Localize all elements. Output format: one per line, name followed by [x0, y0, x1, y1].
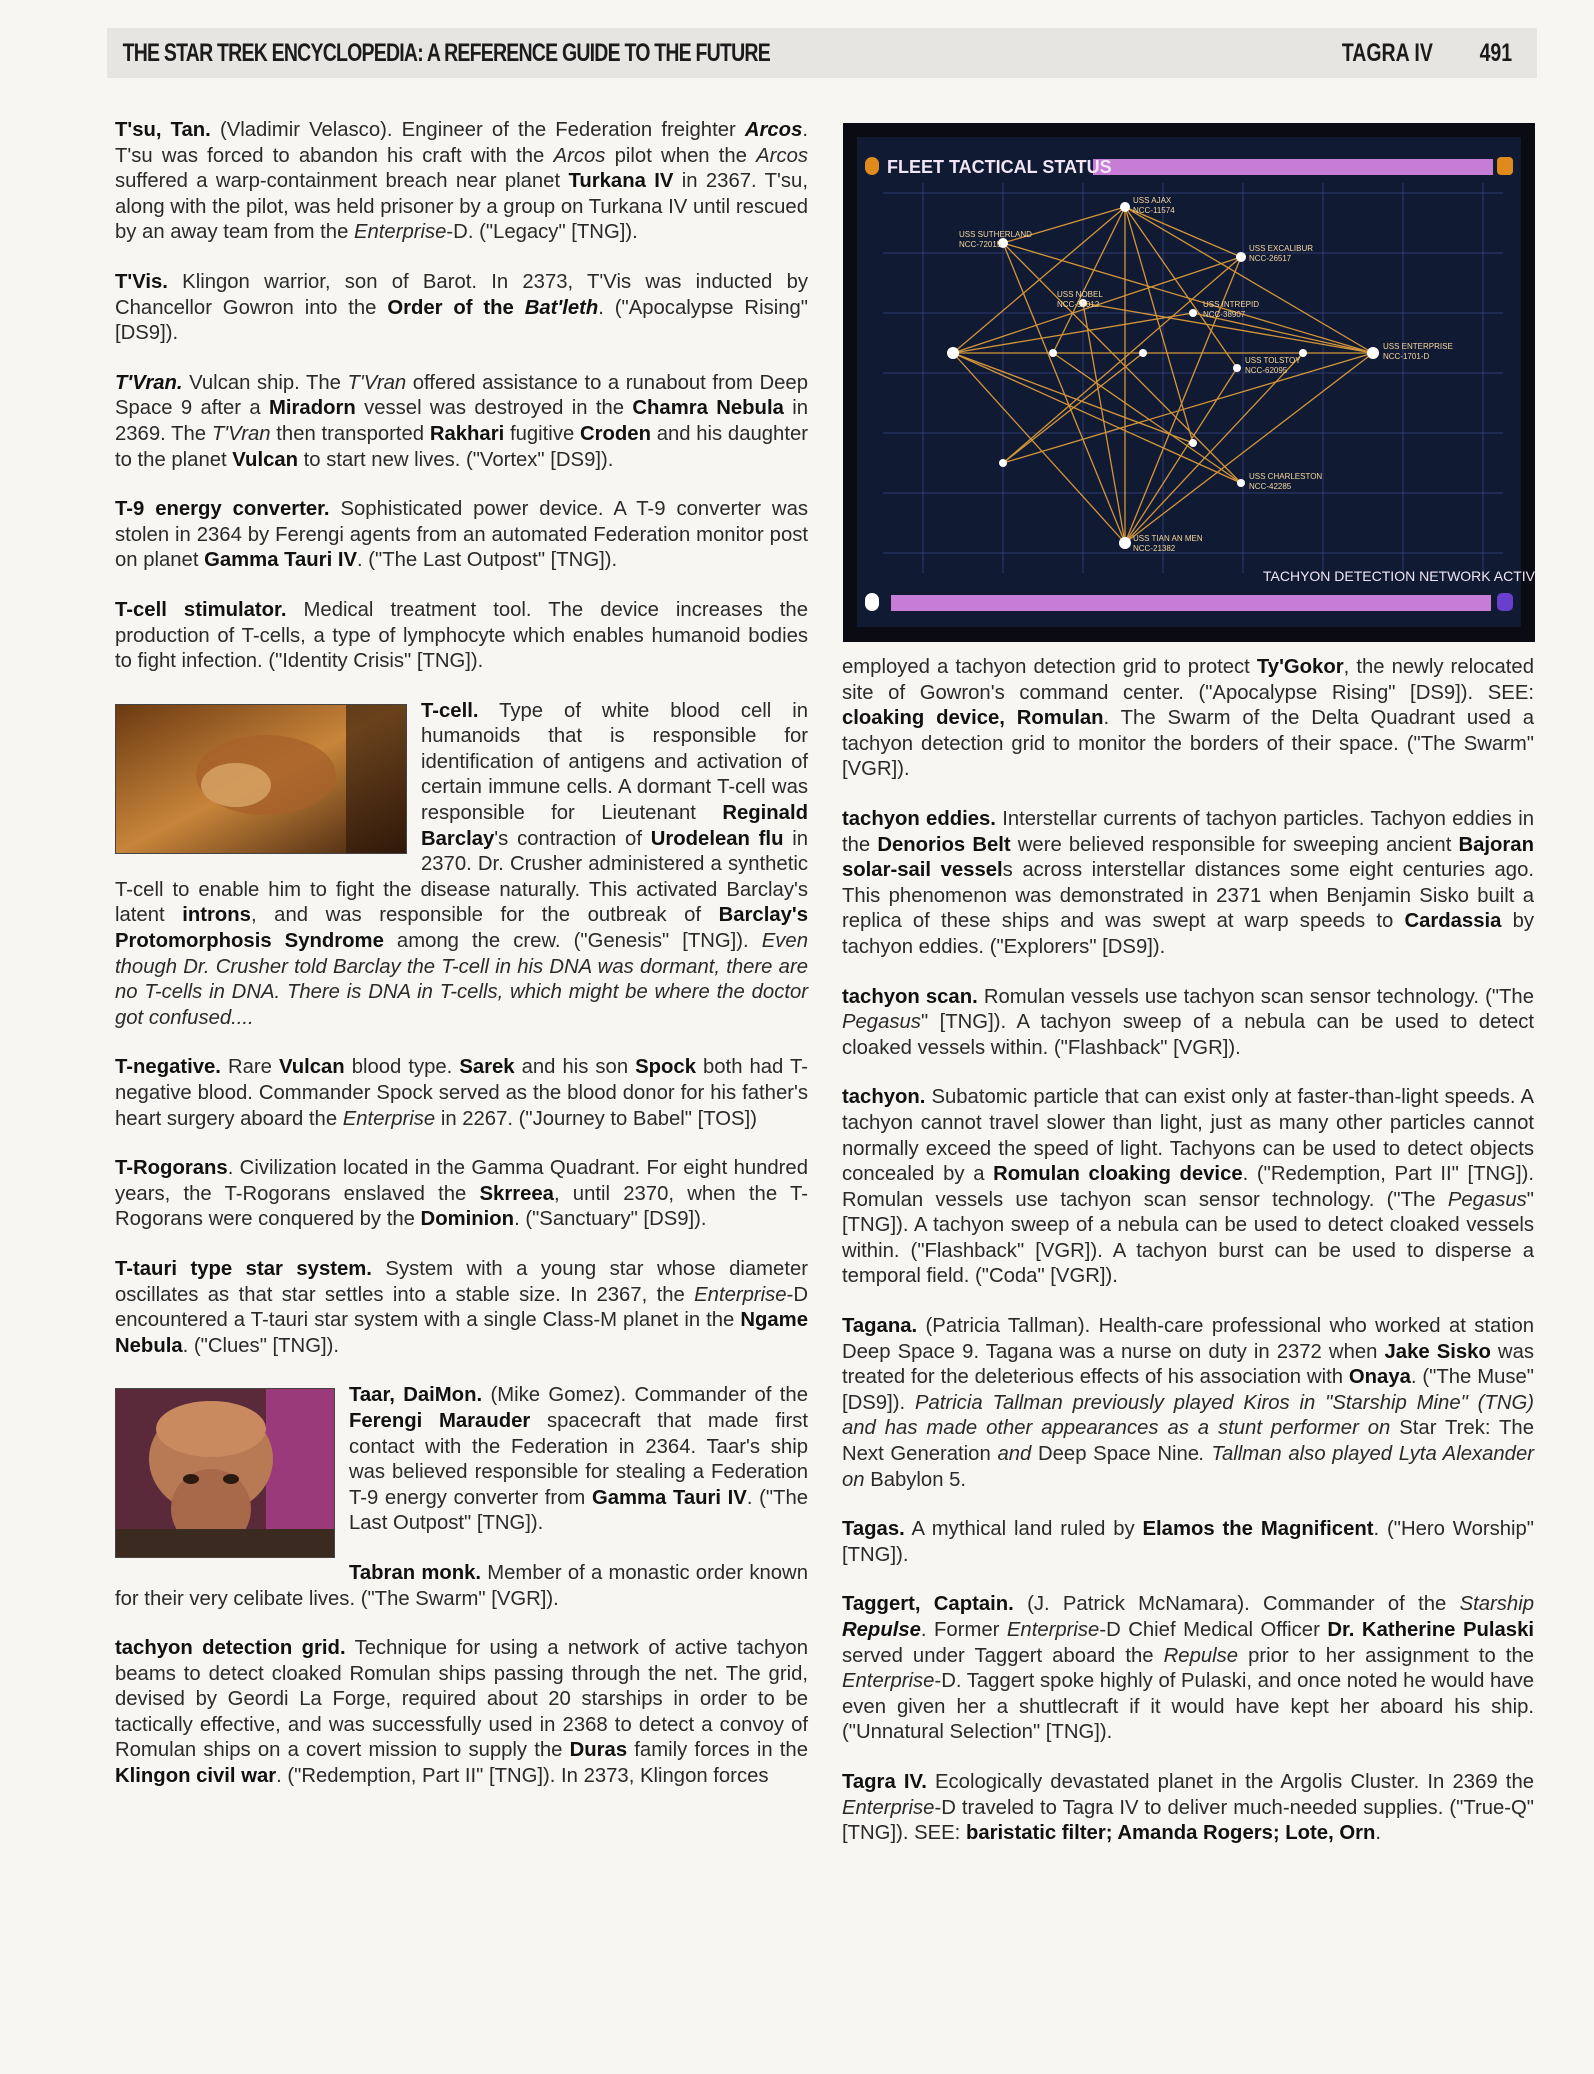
- svg-text:NCC-62095: NCC-62095: [1245, 366, 1288, 375]
- fleet-tactical-status-graphic: [843, 123, 1535, 642]
- svg-text:USS INTREPID: USS INTREPID: [1203, 300, 1260, 309]
- figure-footer-label: TACHYON DETECTION NETWORK ACTIVE: [1263, 568, 1535, 584]
- tactical-display: [843, 123, 1535, 642]
- entry-tvis: T'Vis. Klingon warrior, son of Barot. In 2373, T'Vis was inducted by Chancellor Gowron into the Order of the Bat'leth. ("Apocalypse Rising" [DS9]).: [115, 270, 808, 345]
- tcell-photo: [115, 704, 407, 854]
- taar-photo: [115, 1388, 335, 1558]
- svg-text:USS SUTHERLAND: USS SUTHERLAND: [959, 230, 1032, 239]
- svg-text:NCC-26517: NCC-26517: [1249, 254, 1292, 263]
- entry-t9-energy-converter: T-9 energy converter. Sophisticated power device. A T-9 converter was stolen in 2364 by Ferengi agents from an automated Federation monitor post on planet Gamma Tauri IV. ("The Last Outpost" [TNG]).: [115, 498, 809, 572]
- entry-t-negative: T-negative. Rare Vulcan blood type. Sarek and his son Spock both had T-negative blood. Commander Spock served as the blood donor for his father's heart surgery aboard the Enterprise in 2267. ("Journey to Babel" [TOS]): [115, 1056, 808, 1130]
- entry-tvran: T'Vran. Vulcan ship. The T'Vran offered assistance to a runabout from Deep Space 9 after a Miradorn vessel was destroyed in the Chamra Nebula in 2369. The T'Vran then transported Rakhari fugitive Croden and his daughter to the planet Vulcan to start new lives. ("Vortex" [DS9]).: [115, 371, 808, 471]
- svg-text:USS EXCALIBUR: USS EXCALIBUR: [1249, 244, 1314, 253]
- svg-text:USS TIAN AN MEN: USS TIAN AN MEN: [1133, 534, 1203, 543]
- entry-t-rogorans: T-Rogorans. Civilization located in the Gamma Quadrant. For eight hundred years, the T-Rogorans enslaved the Skrreea, until 2370, when the T-Rogorans were conquered by the Dominion. ("Sanctuary" [DS9]).: [115, 1157, 808, 1231]
- entry-tachyon: tachyon. Subatomic particle that can exist only at faster-than-light speeds. A tachyon cannot travel slower than light, just as many other particles cannot normally exceed the speed of light. Tachyons can be used to detect objects concealed by a Romulan cloaking device. ("Redemption, Part II" [TNG]). Romulan vessels use tachyon scan sensor technology. ("The Pegasus" [TNG]). A tachyon sweep of a nebula can be used to detect cloaked vessels within. ("Flashback" [VGR]). A tachyon burst can be used to disperse a temporal field. ("Coda" [VGR]).: [842, 1086, 1534, 1288]
- entry-tagana: Tagana. (Patricia Tallman). Health-care professional who worked at station Deep Space 9. Tagana was a nurse on duty in 2372 when Jake Sisko was treated for the deleterious effects of his association with Onaya. ("The Muse" [DS9]). Patricia Tallman previously played Kiros in "Starship Mine" (TNG) and has made other appearances as a stunt performer on Star Trek: The Next Generation and Deep Space Nine. Tallman also played Lyta Alexander on Babylon 5.: [842, 1315, 1534, 1491]
- header-right: [1329, 39, 1537, 68]
- svg-text:NCC-21382: NCC-21382: [1133, 544, 1176, 553]
- svg-text:NCC-11574: NCC-11574: [1133, 206, 1175, 215]
- entry-tagra-iv: Tagra IV. Ecologically devastated planet in the Argolis Cluster. In 2369 the Enterprise-D traveled to Tagra IV to deliver much-needed supplies. ("True-Q" [TNG]). SEE: baristatic filter; Amanda Rogers; Lote, Orn.: [842, 1770, 1534, 1845]
- svg-text:NCC-55012: NCC-55012: [1057, 300, 1100, 309]
- entry-tabran-monk: Tabran monk. Member of a monastic order known for their very celibate lives. ("The Swarm" [VGR]).: [115, 1561, 808, 1610]
- figure-title: FLEET TACTICAL STATUS: [887, 157, 1112, 177]
- book-title: THE STAR TREK ENCYCLOPEDIA: A REFERENCE GUIDE TO THE FUTURE: [122, 38, 770, 67]
- svg-text:NCC-42285: NCC-42285: [1249, 482, 1292, 491]
- page-number: 491: [1479, 38, 1513, 67]
- entry-tachyon-detection-grid: tachyon detection grid. Technique for using a network of active tachyon beams to detect cloaked Romulan ships passing through the net. The grid, devised by Geordi La Forge, required about 20 starships in order to be tactically effective, and was successfully used in 2368 to detect a convoy of Romulan ships on a covert mission to supply the Duras family forces in the Klingon civil war. ("Redemption, Part II" [TNG]). In 2373, Klingon forces: [115, 1637, 808, 1788]
- entry-tcell-stimulator: T-cell stimulator. Medical treatment tool. The device increases the production of T-cells, a type of lymphocyte which enables humanoid bodies to fight infection. ("Identity Crisis" [TNG]).: [115, 598, 808, 673]
- entry-tagas: Tagas. A mythical land ruled by Elamos the Magnificent. ("Hero Worship" [TNG]).: [842, 1518, 1535, 1566]
- running-header: [107, 28, 1537, 78]
- entry-tsu-tan: T'su, Tan. (Vladimir Velasco). Engineer of the Federation freighter Arcos. T'su was forced to abandon his craft with the Arcos pilot when the Arcos suffered a warp-containment breach near planet Turkana IV in 2367. T'su, along with the pilot, was held prisoner by a group on Turkana IV until rescued by an away team from the Enterprise-D. ("Legacy" [TNG]).: [115, 119, 808, 244]
- entry-tachyon-detection-grid-cont: employed a tachyon detection grid to protect Ty'Gokor, the newly relocated site of Gowron's command center. ("Apocalypse Rising" [DS9]). SEE: cloaking device, Romulan. The Swarm of the Delta Quadrant used a tachyon detection grid to monitor the borders of their space. ("The Swarm" [VGR]).: [842, 656, 1534, 781]
- entry-tachyon-eddies: tachyon eddies. Interstellar currents of tachyon particles. Tachyon eddies in the Denorios Belt were believed responsible for sweeping ancient Bajoran solar-sail vessels across interstellar distances some eight centuries ago. This phenomenon was demonstrated in 2371 when Benjamin Sisko built a replica of these ships and was swept at warp speeds to Cardassia by tachyon eddies. ("Explorers" [DS9]).: [842, 807, 1534, 958]
- right-column: [842, 655, 1534, 1871]
- svg-text:NCC-38907: NCC-38907: [1203, 310, 1246, 319]
- entry-t-tauri: T-tauri type star system. System with a young star whose diameter oscillates as that star settles into a stable size. In 2367, the Enterprise-D encountered a T-tauri star system with a single Class-M planet in the Ngame Nebula. ("Clues" [TNG]).: [115, 1257, 808, 1357]
- svg-text:USS ENTERPRISE: USS ENTERPRISE: [1383, 342, 1453, 351]
- svg-text:NCC-1701-D: NCC-1701-D: [1383, 352, 1430, 361]
- entry-taggert-captain: Taggert, Captain. (J. Patrick McNamara). Commander of the Starship Repulse. Former Enterprise-D Chief Medical Officer Dr. Katherine Pulaski served under Taggert aboard the Repulse prior to her assignment to the Enterprise-D. Taggert spoke highly of Pulaski, and once noted he would have even given her a shuttlecraft if it would have kept her aboard his ship. ("Unnatural Selection" [TNG]).: [842, 1593, 1534, 1744]
- svg-text:USS NOBEL: USS NOBEL: [1057, 290, 1103, 299]
- svg-text:USS CHARLESTON: USS CHARLESTON: [1249, 472, 1323, 481]
- entry-tcell: T-cell. Type of white blood cell in humanoids that is responsible for identification of antigens and activation of certain immune cells. A dormant T-cell was responsible for Lieutenant Reginald Barclay's contraction of Urodelean flu in 2370. Dr. Crusher administered a synthetic T-cell to enable him to fight the disease naturally. This activated Barclay's latent introns, and was responsible for the outbreak of Barclay's Protomorphosis Syndrome among the crew. ("Genesis" [TNG]). Even though Dr. Crusher told Barclay the T-cell in his DNA was dormant, there are no T-cells in DNA. There is DNA in T-cells, which might be where the doctor got confused....: [115, 699, 809, 1029]
- entry-tachyon-scan: tachyon scan. Romulan vessels use tachyon scan sensor technology. ("The Pegasus" [TNG]). A tachyon sweep of a nebula can be used to detect cloaked vessels within. ("Flashback" [VGR]).: [842, 985, 1534, 1059]
- svg-text:USS TOLSTOY: USS TOLSTOY: [1245, 356, 1301, 365]
- svg-text:USS AJAX: USS AJAX: [1133, 196, 1172, 205]
- svg-text:NCC-72015: NCC-72015: [959, 240, 1002, 249]
- entry-taar-daimon: Taar, DaiMon. (Mike Gomez). Commander of the Ferengi Marauder spacecraft that made first contact with the Federation in 2364. Taar's ship was believed responsible for stealing a Federation T-9 energy converter from Gamma Tauri IV. ("The Last Outpost" [TNG]).: [115, 1383, 808, 1537]
- left-column: [115, 118, 808, 1814]
- page-topic: TAGRA IV: [1341, 38, 1433, 67]
